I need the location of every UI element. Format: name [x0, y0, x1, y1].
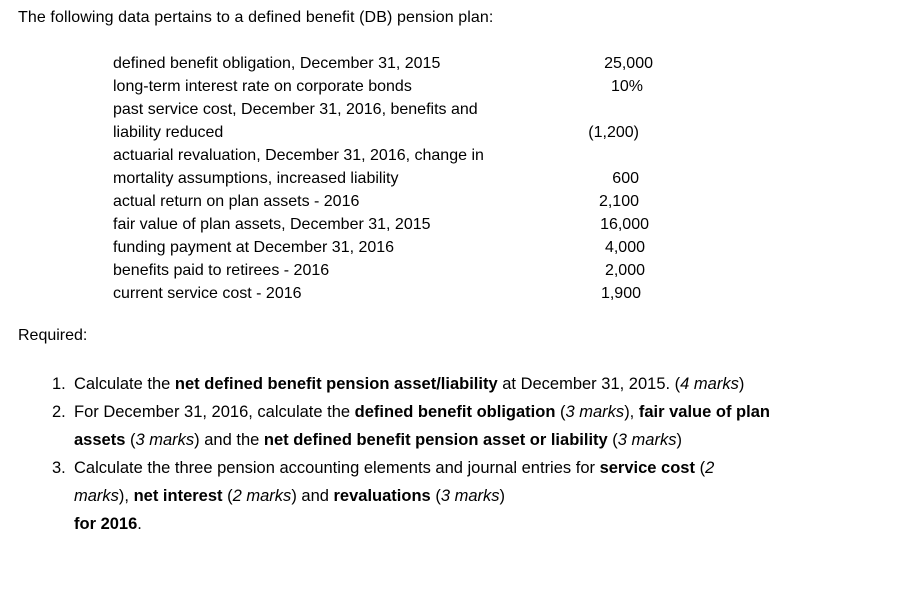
q3-text-5: ) and — [291, 487, 334, 505]
q2-text-6: ( — [607, 431, 618, 449]
row-value: 2,000 — [604, 262, 645, 279]
q2-bold-3: net defined benefit pension asset or liability — [263, 431, 608, 449]
row-label: fair value of plan assets, December 31, 2015 — [113, 216, 431, 233]
q2-text-7: ) — [676, 431, 682, 449]
row-label: benefits paid to retirees - 2016 — [113, 262, 330, 279]
q2-bold-2: fair value of plan assets — [74, 403, 770, 449]
question-number: 2. — [52, 403, 66, 421]
q3-marks-3: 3 marks — [440, 487, 500, 505]
question-number: 3. — [52, 459, 66, 477]
row-value: 600 — [612, 170, 639, 187]
row-label: defined benefit obligation, December 31, 2015 — [113, 55, 441, 72]
q3-text-7: ) — [499, 487, 506, 505]
row-label: liability reduced — [113, 124, 224, 141]
question-3 — [52, 454, 772, 538]
required-heading: Required: — [18, 327, 88, 344]
question-2 — [52, 398, 772, 454]
row-value: 10% — [610, 78, 643, 95]
question-list — [52, 370, 772, 538]
q3-marks-2: 2 marks — [232, 487, 292, 505]
q2-marks-3: 3 marks — [617, 431, 677, 449]
row-label: actual return on plan assets - 2016 — [113, 193, 360, 210]
question-number: 1. — [52, 375, 66, 393]
intro-text: The following data pertains to a defined benefit (DB) pension plan: — [18, 9, 494, 26]
q2-text-1: For December 31, 2016, calculate the — [74, 403, 355, 421]
q2-text-3: ), — [624, 403, 639, 421]
row-label: long-term interest rate on corporate bonds — [113, 78, 412, 95]
row-value: (1,200) — [588, 124, 639, 141]
row-label: funding payment at December 31, 2016 — [113, 239, 395, 256]
q3-text-4: ( — [222, 487, 233, 505]
q3-text-8: . — [137, 515, 142, 533]
q2-marks-1: 3 marks — [565, 403, 625, 421]
row-value: 16,000 — [600, 216, 649, 233]
q3-text-2: ( — [694, 459, 706, 477]
q2-bold-1: defined benefit obligation — [354, 403, 556, 421]
row-label: past service cost, December 31, 2016, benefits and — [113, 101, 478, 118]
q1-text-3: ) — [738, 375, 745, 393]
row-value: 1,900 — [600, 285, 641, 302]
q3-marks-1: 2 marks — [74, 459, 715, 505]
q3-bold-3: revaluations — [333, 487, 431, 505]
q1-text-2: at December 31, 2015. ( — [497, 375, 681, 393]
q1-text-1: Calculate the — [74, 375, 175, 393]
q3-bold-1: service cost — [599, 459, 695, 477]
q2-text-2: ( — [555, 403, 566, 421]
q3-bold-4: for 2016 — [74, 515, 138, 533]
row-label: mortality assumptions, increased liability — [113, 170, 399, 187]
q1-bold-1: net defined benefit pension asset/liability — [174, 375, 498, 393]
row-value: 2,100 — [598, 193, 639, 210]
q2-text-4: ( — [125, 431, 136, 449]
q3-text-6: ( — [430, 487, 441, 505]
q3-text-3: ), — [118, 487, 134, 505]
q2-marks-2: 3 marks — [135, 431, 195, 449]
q3-bold-2: net interest — [133, 487, 223, 505]
q2-text-5: ) and the — [194, 431, 264, 449]
row-value: 4,000 — [604, 239, 645, 256]
q3-text-1: Calculate the three pension accounting elements and journal entries for — [74, 459, 600, 477]
row-value: 25,000 — [604, 55, 653, 72]
q1-marks-1: 4 marks — [680, 375, 739, 393]
row-label: actuarial revaluation, December 31, 2016, change in — [113, 147, 484, 164]
row-label: current service cost - 2016 — [113, 285, 302, 302]
question-1 — [52, 370, 772, 398]
